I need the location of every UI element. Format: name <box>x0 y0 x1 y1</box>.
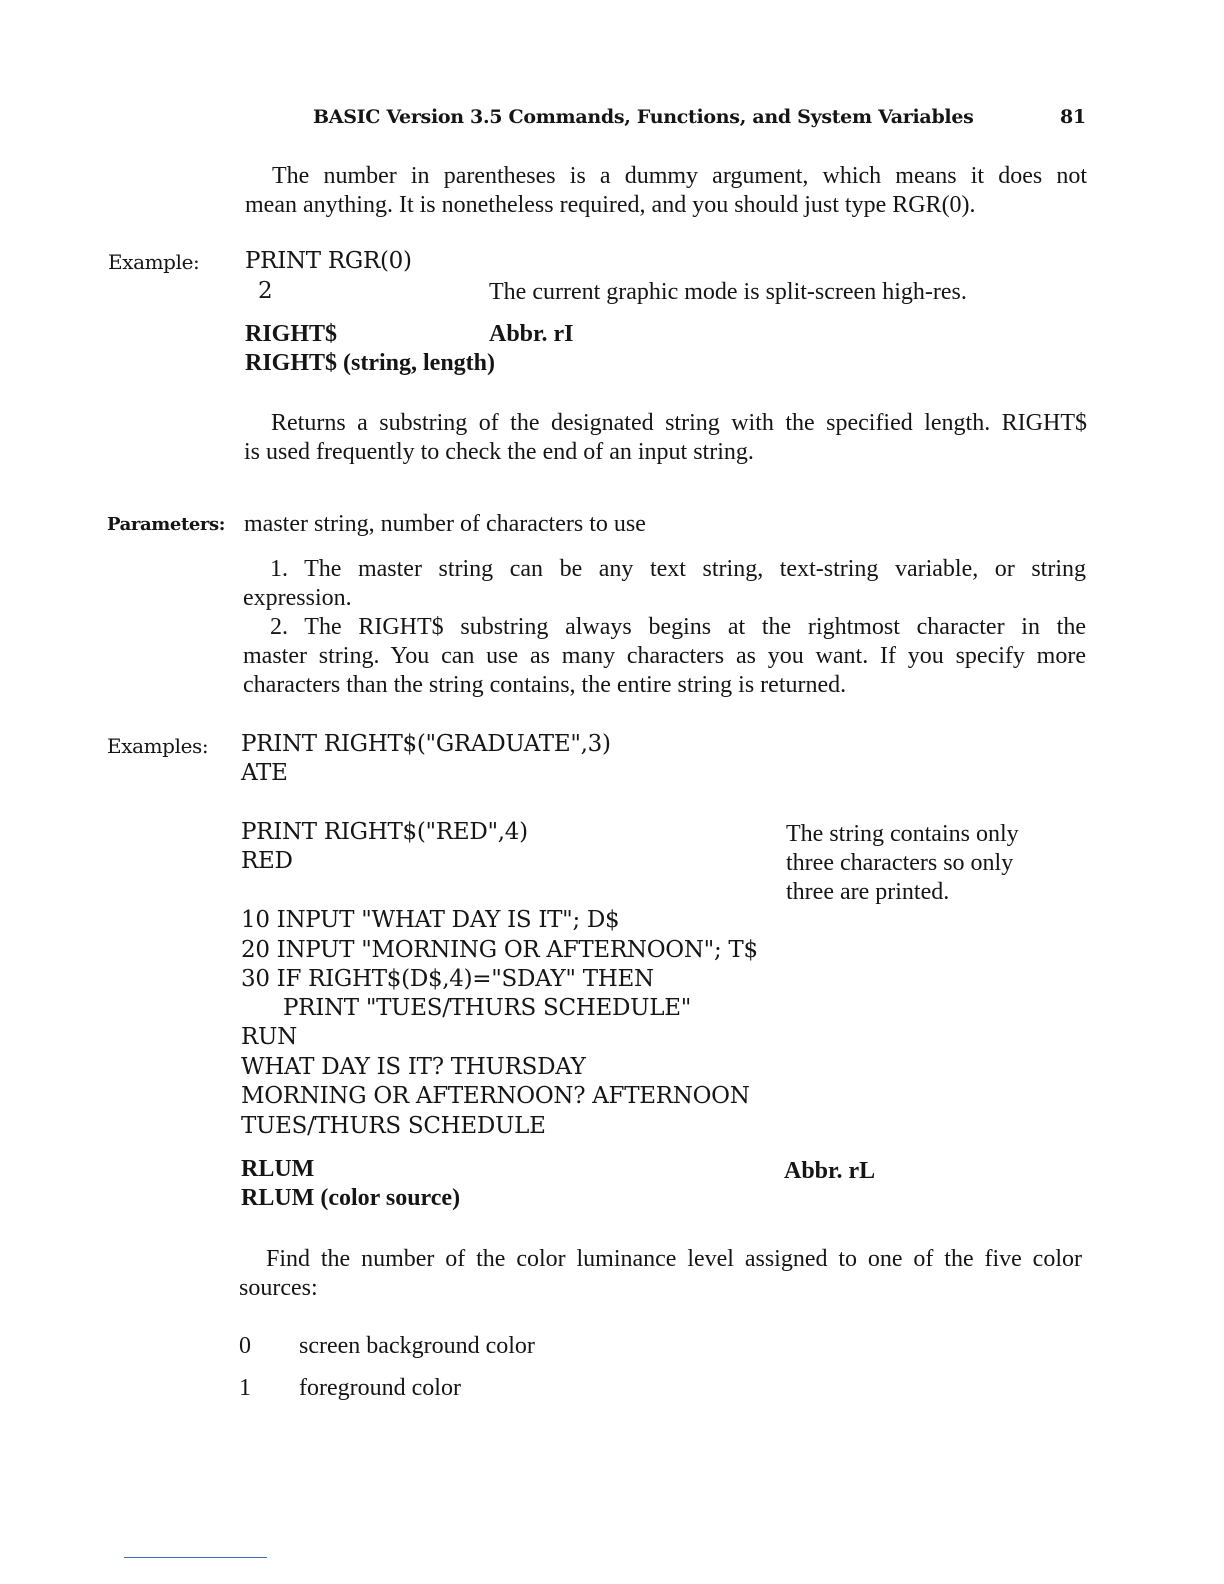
param-item-2-line-3: characters than the string contains, the entire string is returned. <box>243 672 847 698</box>
examples-note-line-2: three characters so only <box>786 850 1014 876</box>
program-line: 10 INPUT "WHAT DAY IS IT"; D$ <box>241 907 620 933</box>
right-description <box>244 409 1087 467</box>
param-item-2-line-1: 2. The RIGHT$ substring always begins at the rightmost character in the <box>270 614 1086 640</box>
rlum-desc-line-2: sources: <box>239 1275 318 1301</box>
example-result: 2 <box>258 278 273 304</box>
rlum-command-syntax: RLUM (color source) <box>241 1185 461 1211</box>
intro-paragraph <box>245 162 1087 220</box>
example-comment: The current graphic mode is split-screen high-res. <box>489 279 967 305</box>
right-desc-line-2: is used frequently to check the end of an input string. <box>244 439 754 465</box>
param-item-2-line-2: master string. You can use as many characters as you want. If you specify more <box>243 643 1086 669</box>
page-number: 81 <box>1060 106 1086 128</box>
right-desc-line-1: Returns a substring of the designated string with the specified length. RIGHT$ <box>271 410 1087 436</box>
example-code: PRINT RGR(0) <box>245 248 412 274</box>
color-source-number: 0 <box>239 1333 251 1359</box>
color-source-number: 1 <box>239 1375 251 1401</box>
examples-result-1: ATE <box>241 760 288 786</box>
parameters-notes <box>243 555 1086 700</box>
param-item-1-line-1: 1. The master string can be any text string, text-string variable, or string <box>270 556 1086 582</box>
examples-note-line-1: The string contains only <box>786 821 1019 847</box>
program-line: MORNING OR AFTERNOON? AFTERNOON <box>241 1083 750 1109</box>
param-item-1-line-2: expression. <box>243 585 352 611</box>
example-label: Example: <box>108 250 200 274</box>
examples-note-line-3: three are printed. <box>786 879 950 905</box>
intro-line-2: mean anything. It is nonetheless required, and you should just type RGR(0). <box>245 192 976 218</box>
program-line: WHAT DAY IS IT? THURSDAY <box>241 1054 586 1080</box>
right-command-syntax: RIGHT$ (string, length) <box>245 350 496 376</box>
rlum-desc-line-1: Find the number of the color luminance level assigned to one of the five color <box>266 1246 1082 1272</box>
rlum-command-name: RLUM <box>241 1156 315 1182</box>
parameters-text: master string, number of characters to use <box>244 511 646 537</box>
intro-line-1: The number in parentheses is a dummy argument, which means it does not <box>272 163 1087 189</box>
footer-rule <box>124 1557 267 1558</box>
program-line: 20 INPUT "MORNING OR AFTERNOON"; T$ <box>241 937 758 963</box>
examples-code-2: PRINT RIGHT$("RED",4) <box>241 819 528 845</box>
color-source-description: foreground color <box>299 1375 461 1401</box>
color-source-description: screen background color <box>299 1333 535 1359</box>
right-command-abbr: Abbr. rI <box>489 321 574 347</box>
rlum-command-abbr: Abbr. rL <box>784 1158 876 1184</box>
examples-label: Examples: <box>107 734 209 758</box>
right-command-name: RIGHT$ <box>245 321 338 347</box>
program-line: PRINT "TUES/THURS SCHEDULE" <box>283 995 691 1021</box>
running-header-title: BASIC Version 3.5 Commands, Functions, and System Variables <box>313 106 974 128</box>
examples-code-1: PRINT RIGHT$("GRADUATE",3) <box>241 731 611 757</box>
rlum-description <box>239 1245 1082 1303</box>
parameters-label: Parameters: <box>107 514 225 535</box>
program-line: RUN <box>241 1024 297 1050</box>
examples-result-2: RED <box>241 848 293 874</box>
program-line: 30 IF RIGHT$(D$,4)="SDAY" THEN <box>241 966 654 992</box>
program-line: TUES/THURS SCHEDULE <box>241 1113 546 1139</box>
